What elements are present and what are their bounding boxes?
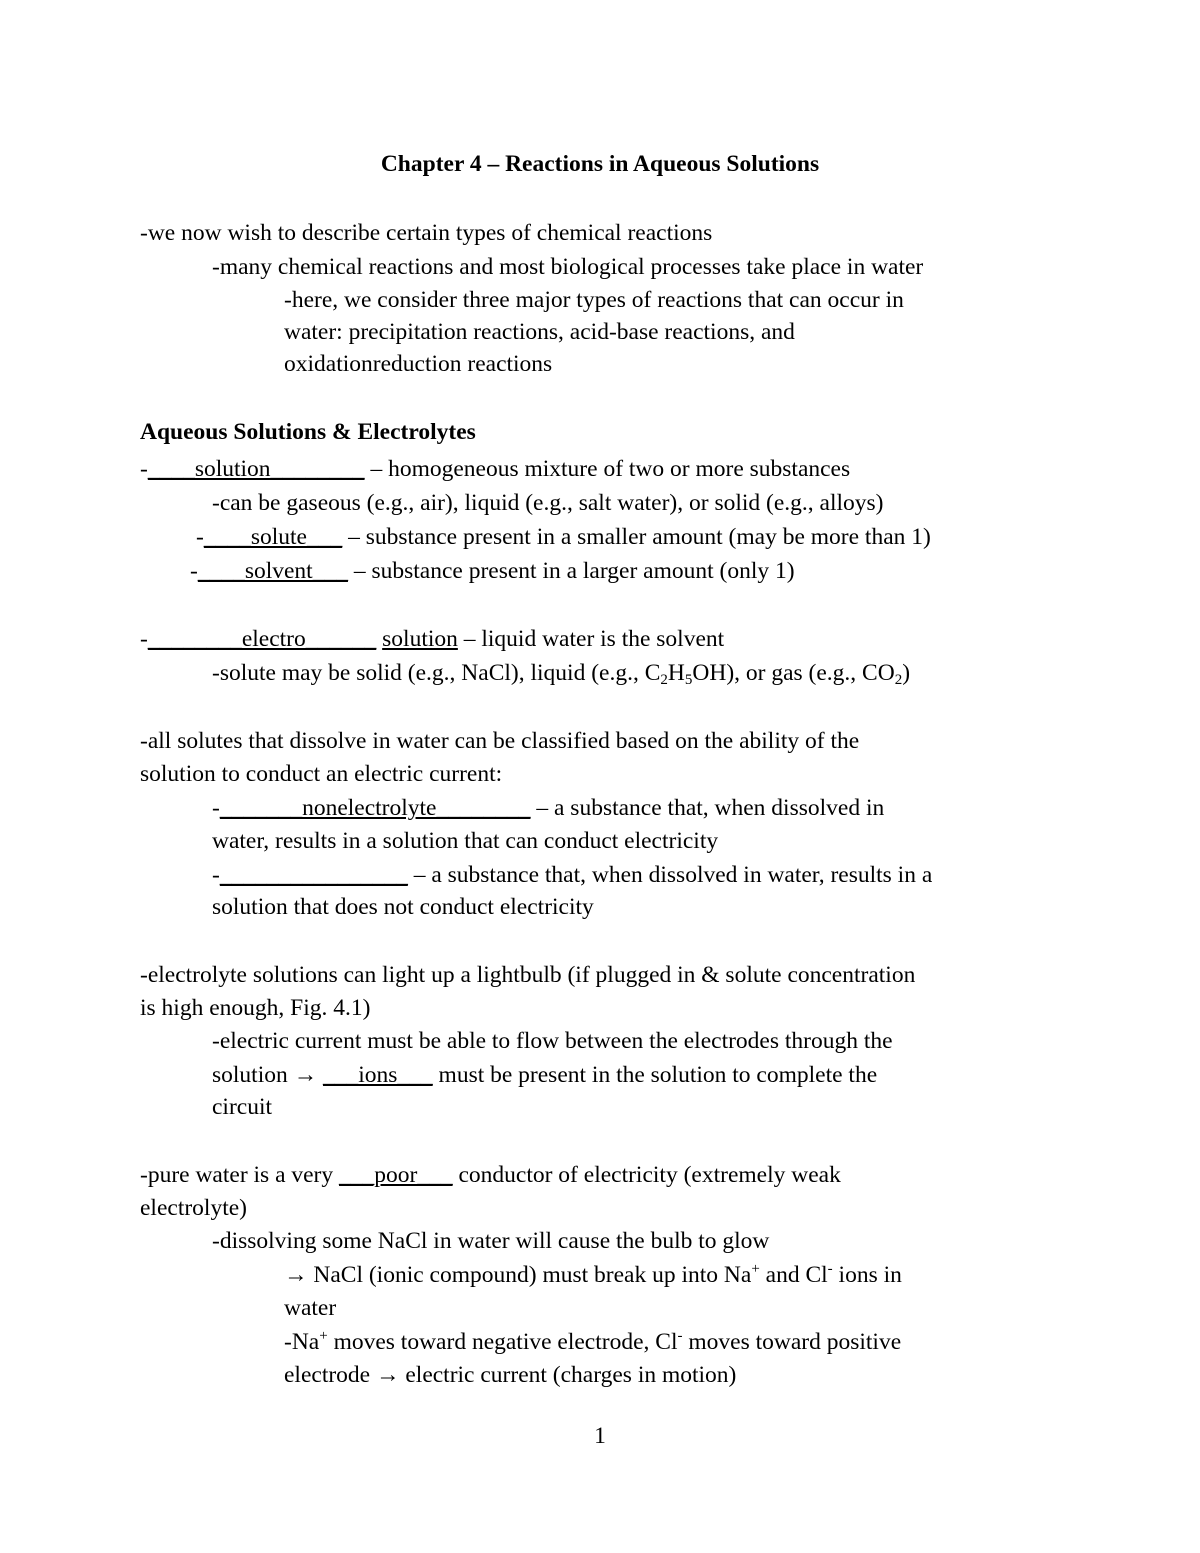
fill-blank-solute: ____solute___ (203, 524, 343, 550)
fill-blank-solvent: ____solvent___ (197, 558, 348, 584)
text-part: H (667, 660, 685, 686)
page-title: Chapter 4 – Reactions in Aqueous Solutions (380, 151, 820, 177)
classify-line-1: -all solutes that dissolve in water can be classified based on the ability of the (140, 728, 860, 754)
intro-line-3: -here, we consider three major types of reactions that can occur in (284, 287, 904, 313)
solvent-definition (190, 555, 795, 588)
definition-text: – a substance that, when dissolved in (530, 795, 885, 821)
nacl-line-2 (284, 1259, 902, 1292)
classify-line-2: solution to conduct an electric current: (140, 761, 503, 787)
definition-text: – liquid water is the solvent (457, 626, 725, 652)
lightbulb-line-2: is high enough, Fig. 4.1) (140, 995, 371, 1021)
pure-water-line-2: electrolyte) (140, 1195, 247, 1221)
text-part: solution → (212, 1062, 323, 1088)
superscript: - (827, 1261, 833, 1277)
dash: - (190, 558, 198, 584)
superscript: + (319, 1328, 328, 1344)
text-part: moves toward negative electrode, Cl (327, 1329, 678, 1355)
solute-definition (196, 521, 931, 554)
empty-blank-definition (212, 859, 932, 892)
text-part: ) (902, 660, 911, 686)
definition-text: – substance present in a larger amount (only 1) (347, 558, 795, 584)
dash: - (140, 456, 148, 482)
text-part: moves toward positive (682, 1329, 902, 1355)
text-part: -Na (284, 1329, 320, 1355)
text-part: and Cl (759, 1262, 828, 1288)
fill-blank-empty: ________________ (219, 862, 408, 888)
nonelectrolyte-line-2: water, results in a solution that can conduct electricity (212, 828, 719, 854)
intro-line-2: -many chemical reactions and most biological processes take place in water (212, 254, 924, 280)
current-line-1: -electric current must be able to flow between the electrodes through the (212, 1028, 893, 1054)
text-part: must be present in the solution to complete the (432, 1062, 878, 1088)
pure-water-line-1 (140, 1159, 841, 1192)
nacl-line-1: -dissolving some NaCl in water will cause the bulb to glow (212, 1228, 770, 1254)
lightbulb-line-1: -electrolyte solutions can light up a lightbulb (if plugged in & solute concentration (140, 962, 916, 988)
intro-line-4: water: precipitation reactions, acid-base reactions, and (284, 319, 795, 345)
dash: - (212, 795, 220, 821)
superscript: + (751, 1261, 760, 1277)
current-line-3: circuit (212, 1094, 273, 1120)
fill-blank-nonelectrolyte: _______nonelectrolyte________ (219, 795, 531, 821)
aqueous-solution-definition (140, 623, 724, 656)
subscript: 2 (660, 672, 668, 688)
dash: - (140, 626, 148, 652)
solution-states-line: -can be gaseous (e.g., air), liquid (e.g., salt water), or solid (e.g., alloys) (212, 490, 884, 516)
intro-line-1: -we now wish to describe certain types of chemical reactions (140, 220, 713, 246)
subscript: 5 (684, 672, 693, 688)
solute-states-line (212, 657, 910, 690)
page-number: 1 (594, 1423, 606, 1449)
text-part: OH), or gas (e.g., CO (692, 660, 895, 686)
text-part: ions in (832, 1262, 902, 1288)
nacl-line-3: water (284, 1295, 337, 1321)
solution-definition (140, 453, 850, 486)
ion-motion-line-1 (284, 1326, 901, 1359)
ion-motion-line-2: electrode → electric current (charges in motion) (284, 1362, 737, 1388)
text-part: -solute may be solid (e.g., NaCl), liquid (e.g., C (212, 660, 661, 686)
text-part: conductor of electricity (extremely weak (452, 1162, 841, 1188)
current-line-2 (212, 1059, 877, 1092)
text-part: -pure water is a very (140, 1162, 340, 1188)
fill-blank-poor: ___poor___ (339, 1162, 453, 1188)
fill-blank-solution: ____solution________ (147, 456, 365, 482)
empty-blank-line-2: solution that does not conduct electricity (212, 894, 594, 920)
text-part: → NaCl (ionic compound) must break up into Na (284, 1262, 752, 1288)
intro-line-5: oxidationreduction reactions (284, 351, 553, 377)
subscript: 2 (894, 672, 903, 688)
definition-text: – substance present in a smaller amount (may be more than 1) (342, 524, 931, 550)
definition-text: – homogeneous mixture of two or more substances (364, 456, 851, 482)
section-heading: Aqueous Solutions & Electrolytes (140, 419, 476, 445)
fill-blank-ions: ___ions___ (322, 1062, 433, 1088)
definition-text: – a substance that, when dissolved in water, results in a (407, 862, 933, 888)
nonelectrolyte-definition (212, 792, 884, 825)
dash: - (212, 862, 220, 888)
fill-blank-electro: ________electro______ (147, 626, 377, 652)
dash: - (196, 524, 204, 550)
fill-blank-solution-2: solution (382, 626, 458, 652)
superscript: - (677, 1328, 683, 1344)
